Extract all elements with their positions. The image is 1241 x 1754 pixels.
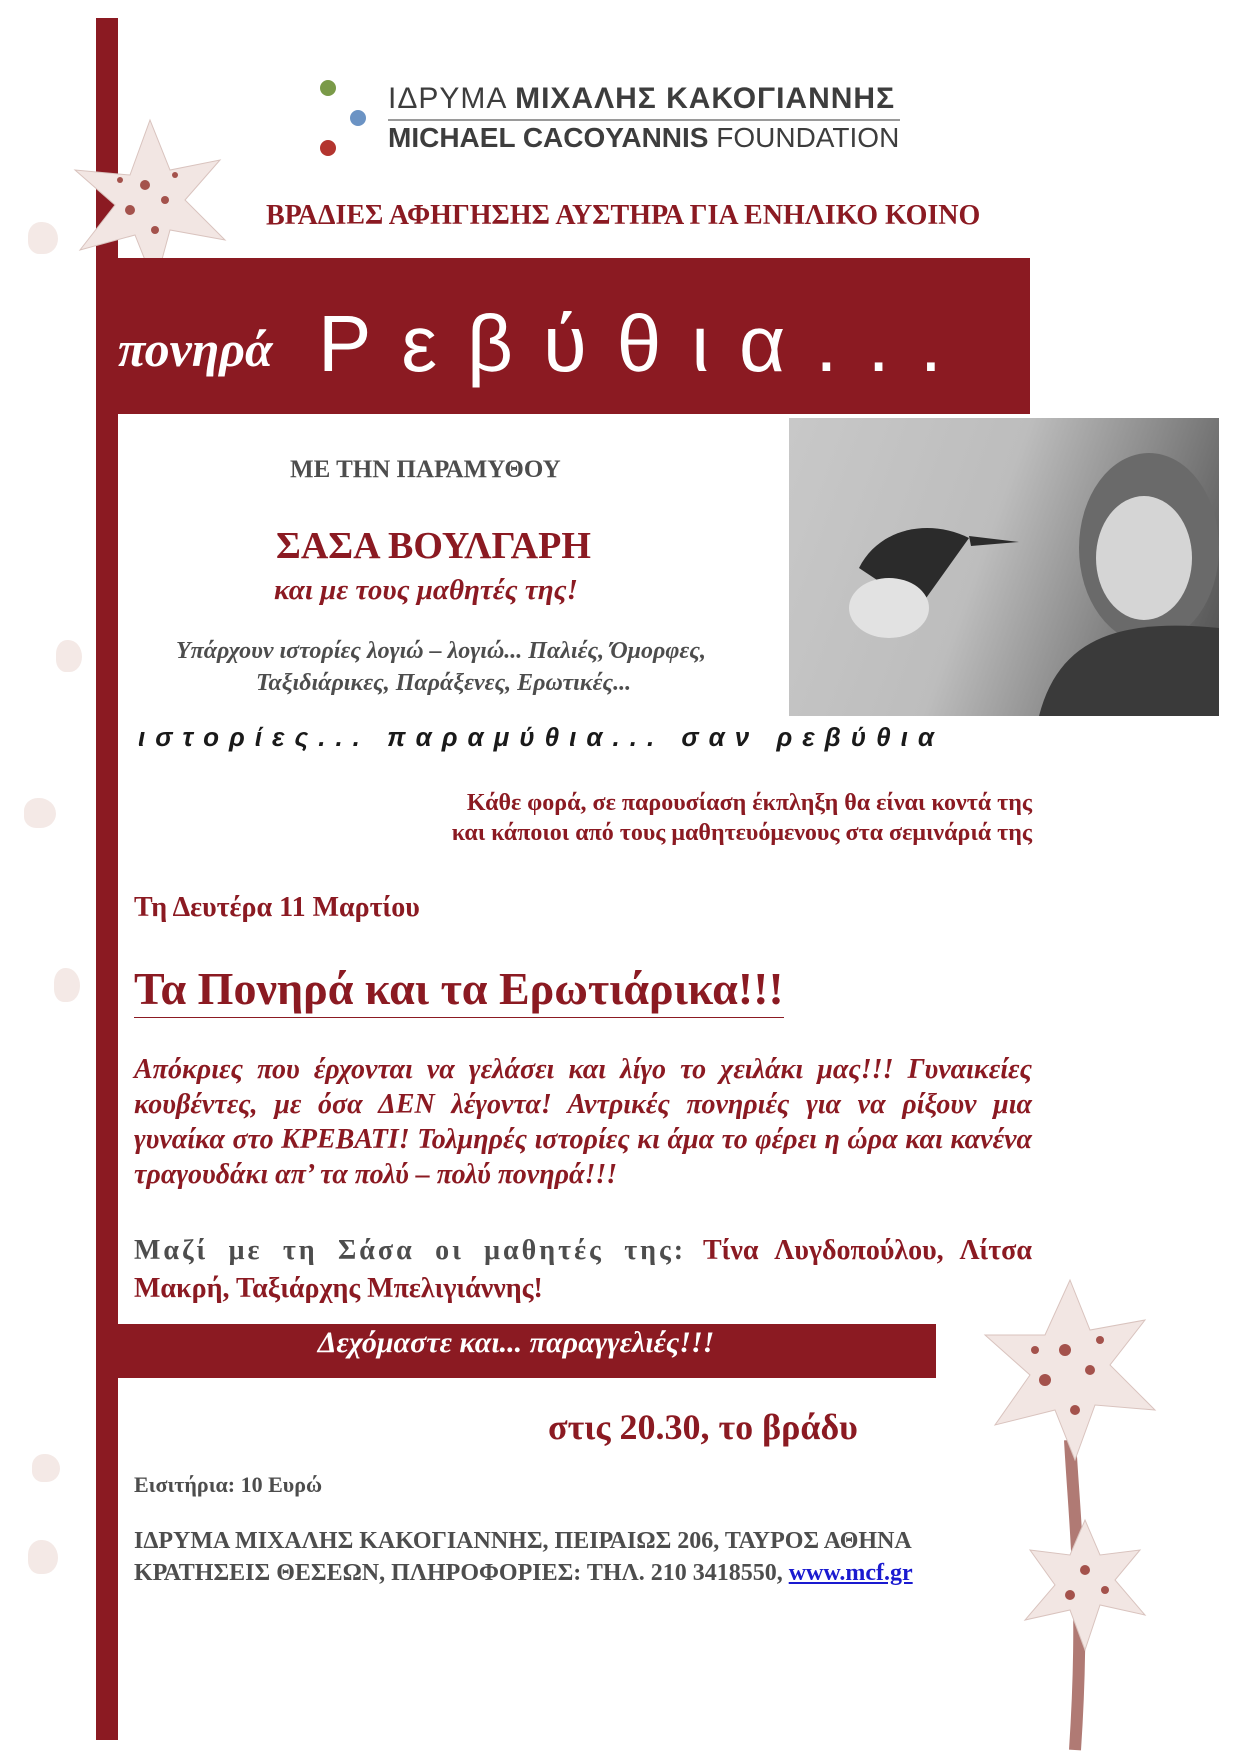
students-paragraph xyxy=(134,1232,1032,1308)
narrator-name: ΣΑΣΑ ΒΟΥΛΓΑΡΗ xyxy=(276,525,591,567)
event-series-subtitle: ΒΡΑΔΙΕΣ ΑΦΗΓΗΣΗΣ ΑΥΣΤΗΡΑ ΓΙΑ ΕΝΗΛΙΚΟ ΚΟΙΝΟ xyxy=(266,200,981,231)
title-small: πονηρά xyxy=(118,321,273,377)
event-time: στις 20.30, το βράδυ xyxy=(548,1407,858,1447)
narrator-photo xyxy=(789,418,1219,716)
students-intro: Μαζί με τη Σάσα οι μαθητές της: xyxy=(134,1235,687,1266)
show-description: Απόκριες που έρχονται να γελάσει και λίγο το χειλάκι μας!!! Γυναικείες κουβέντες, με όσα ΔΕΝ λέγοντα! Αντρικές πονηριές για να ρίξουν μια γυναίκα στο ΚΡΕΒΑΤΙ! Τολμηρές ιστορίες κι άμα το φέρει η ώρα και κανένα τραγουδάκι απ’ τα πολύ – πολύ πονηρά!!! xyxy=(134,1054,1032,1190)
flower-decoration-bottom-right xyxy=(975,1270,1165,1754)
website-link[interactable]: www.mcf.gr xyxy=(788,1560,913,1586)
surprise-line-2: και κάποιοι από τους μαθητευόμενους στα σεμινάριά της xyxy=(451,820,1032,846)
intro-line-1: Υπάρχουν ιστορίες λογιώ – λογιώ... Παλιές, Όμορφες, xyxy=(176,638,706,664)
show-title: Τα Πονηρά και τα Ερωτιάρικα!!! xyxy=(134,962,784,1018)
with-narrator-label: ΜΕ ΤΗΝ ΠΑΡΑΜΥΘΟΥ xyxy=(290,456,561,483)
surprise-line-1: Κάθε φορά, σε παρουσίαση έκπληξη θα είναι κοντά της xyxy=(466,790,1032,816)
logo-text-greek: ΙΔΡΥΜΑ ΜΙΧΑΛΗΣ ΚΑΚΟΓΙΑΝΝΗΣ xyxy=(388,82,896,115)
narrator-subtitle: και με τους μαθητές της! xyxy=(274,574,578,606)
logo-text-english: MICHAEL CACOYANNIS FOUNDATION xyxy=(388,122,900,153)
contact-text: ΚΡΑΤΗΣΕΙΣ ΘΕΣΕΩΝ, ΠΛΗΡΟΦΟΡΙΕΣ: ΤΗΛ. 210 3418550, xyxy=(134,1560,783,1586)
ticket-price: Εισιτήρια: 10 Ευρώ xyxy=(134,1472,323,1497)
students-names: Τίνα Λυγδοπούλου, Λίτσα Μακρή, Ταξιάρχης Μπελιγιάννης! xyxy=(134,1235,1032,1304)
tagline: ιστορίες... παραμύθια... σαν ρεβύθια xyxy=(138,722,945,752)
event-date: Τη Δευτέρα 11 Μαρτίου xyxy=(134,892,420,923)
orders-text: Δεχόμαστε και... παραγγελιές!!! xyxy=(317,1326,715,1359)
venue-address: ΙΔΡΥΜΑ ΜΙΧΑΛΗΣ ΚΑΚΟΓΙΑΝΝΗΣ, ΠΕΙΡΑΙΩΣ 206, ΤΑΥΡΟΣ ΑΘΗΝΑ xyxy=(134,1528,912,1554)
title-big: Ρεβύθια... xyxy=(318,299,972,388)
logo-divider xyxy=(388,119,900,121)
contact-info xyxy=(134,1560,913,1587)
intro-line-2: Ταξιδιάρικες, Παράξενες, Ερωτικές... xyxy=(256,670,632,696)
